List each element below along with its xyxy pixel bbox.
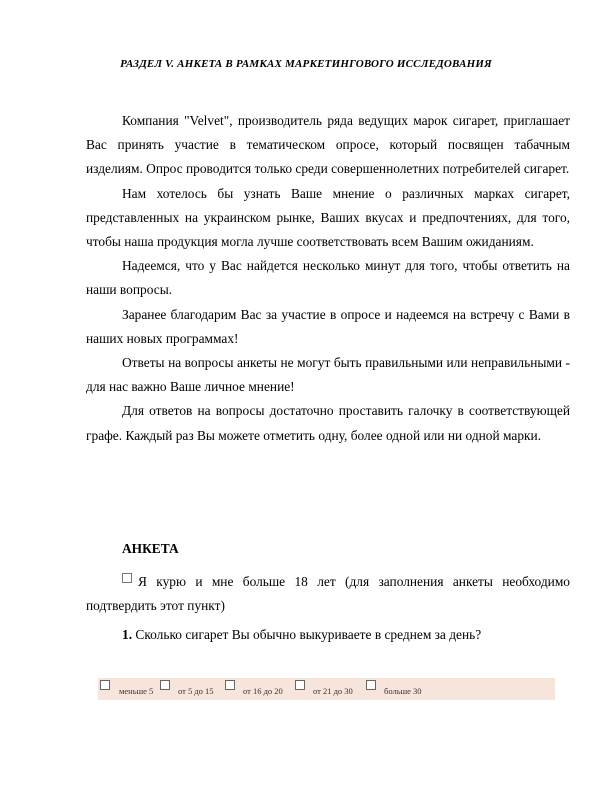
intro-paragraph: Компания "Velvet", производитель ряда ведущих марок сигарет, приглашает Вас принять участие в тематическом опросе, который посвящен табачным изделиям. Опрос проводится только среди совершеннолетних потребителей сигарет. (86, 113, 570, 177)
option-label: от 5 до 15 (178, 686, 214, 696)
question-text: Сколько сигарет Вы обычно выкуриваете в среднем за день? (135, 627, 482, 642)
intro-paragraph: Для ответов на вопросы достаточно проставить галочку в соответствующей графе. Каждый раз Вы можете отметить одну, более одной или ни одной марки. (86, 403, 570, 443)
option-checkbox[interactable] (160, 680, 170, 690)
option-label: от 21 до 30 (313, 686, 353, 696)
option-label: от 16 до 20 (243, 686, 283, 696)
intro-text (86, 109, 570, 448)
consent-checkbox[interactable] (122, 573, 132, 583)
option-label: меньше 5 (119, 686, 154, 696)
option-label: больше 30 (384, 686, 422, 696)
consent-label: Я курю и мне больше 18 лет (для заполнения анкеты необходимо подтвердить этот пункт) (86, 574, 570, 614)
option-checkbox[interactable] (100, 680, 110, 690)
intro-paragraph: Заранее благодарим Вас за участие в опросе и надеемся на встречу с Вами в наших новых программах! (86, 306, 570, 346)
intro-paragraph: Ответы на вопросы анкеты не могут быть правильными или неправильными - для нас важно Ваше личное мнение! (86, 355, 570, 395)
anketa-heading: АНКЕТА (122, 541, 179, 556)
option-checkbox[interactable] (225, 680, 235, 690)
consent-item (86, 570, 570, 618)
intro-paragraph: Нам хотелось бы узнать Ваше мнение о различных марках сигарет, представленных на украинском рынке, Ваших вкусах и предпочтениях, для того, чтобы наша продукция могла лучше соответствовать всем Вашим ожиданиям. (86, 185, 570, 250)
question-number: 1. (122, 627, 133, 642)
intro-paragraph: Надеемся, что у Вас найдется несколько минут для того, чтобы ответить на наши вопросы. (86, 258, 570, 298)
option-checkbox[interactable] (295, 680, 305, 690)
answer-options-bar (98, 678, 555, 700)
question-1 (122, 623, 481, 647)
section-title: РАЗДЕЛ V. АНКЕТА В РАМКАХ МАРКЕТИНГОВОГО ИССЛЕДОВАНИЯ (120, 58, 492, 70)
option-checkbox[interactable] (366, 680, 376, 690)
